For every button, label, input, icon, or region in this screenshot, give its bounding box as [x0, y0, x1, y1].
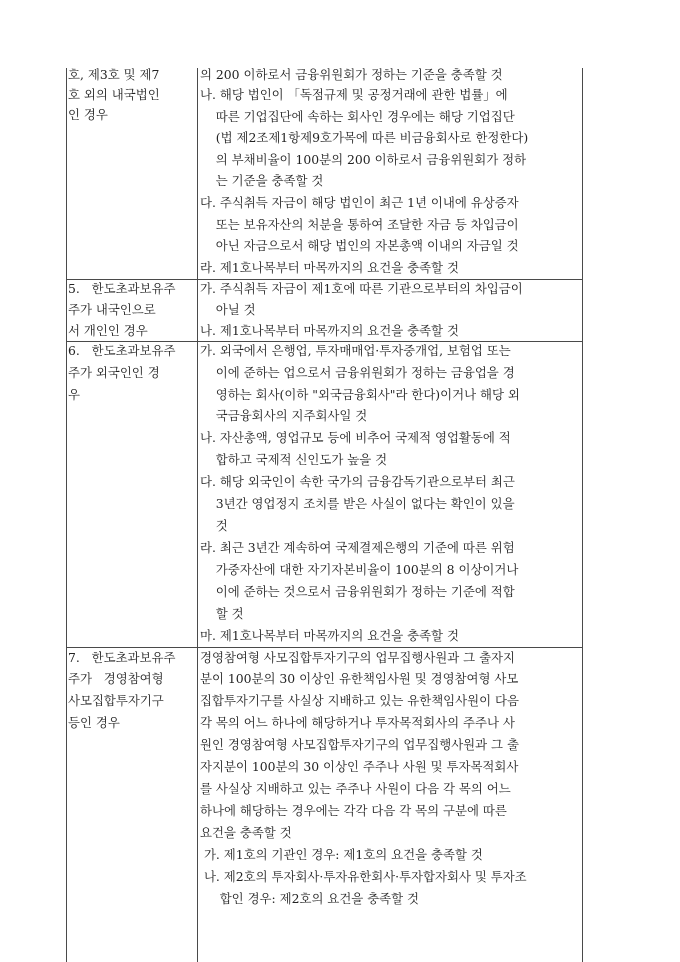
- requirement-line: 자지분이 100분의 30 이상인 주주나 사원 및 투자목적회사: [200, 759, 519, 774]
- requirement-line: 라. 최근 3년간 계속하여 국제결제은행의 기준에 따른 위험: [200, 540, 515, 555]
- requirement-line: 아닌 자금으로서 해당 법인의 자본총액 이내의 자금일 것: [200, 238, 519, 253]
- requirement-line: 영하는 회사(이하 "외국금융회사"라 한다)이거나 해당 외: [200, 387, 520, 402]
- requirement-line: 또는 보유자산의 처분을 통하여 조달한 자금 등 차입금이: [200, 217, 519, 232]
- row-category-line: 주가 경영참여형: [68, 671, 164, 686]
- row-category-line: 7. 한도초과보유주: [68, 650, 176, 665]
- requirement-line: 경영참여형 사모집합투자기구의 업무집행사원과 그 출자지: [200, 650, 515, 665]
- requirement-line: 는 기준을 충족할 것: [200, 173, 324, 188]
- requirement-line: 가. 외국에서 은행업, 투자매매업·투자중개업, 보험업 또는: [200, 343, 511, 358]
- row-category-line: 주가 외국인인 경: [68, 365, 160, 380]
- requirement-line: 것: [200, 518, 228, 533]
- requirement-line: 다. 주식취득 자금이 해당 법인이 최근 1년 이내에 유상증자: [200, 195, 519, 210]
- requirement-line: 아닐 것: [200, 302, 256, 317]
- requirement-line: 라. 제1호나목부터 마목까지의 요건을 충족할 것: [200, 260, 459, 275]
- requirement-line: 다. 해당 외국인이 속한 국가의 금융감독기관으로부터 최근: [200, 474, 515, 489]
- requirement-line: 나. 해당 법인이 「독점규제 및 공정거래에 관한 법률」에: [200, 87, 508, 102]
- requirement-line: 3년간 영업정지 조치를 받은 사실이 없다는 확인이 있을: [200, 496, 515, 511]
- row-category-line: 호 외의 내국법인: [68, 87, 160, 102]
- row-category-line: 서 개인인 경우: [68, 323, 148, 338]
- requirement-line: 집합투자기구를 사실상 지배하고 있는 유한책임사원이 다음: [200, 693, 519, 708]
- requirement-line: 가. 제1호의 기관인 경우: 제1호의 요건을 충족할 것: [200, 847, 483, 862]
- row-category-line: 6. 한도초과보유주: [68, 343, 176, 358]
- requirement-line: 의 부채비율이 100분의 200 이하로서 금융위원회가 정하: [200, 152, 527, 167]
- row-divider: [66, 647, 583, 648]
- requirement-line: 이에 준하는 업으로서 금융위원회가 정하는 금융업을 경: [200, 365, 515, 380]
- requirement-line: (법 제2조제1항제9호가목에 따른 비금융회사로 한정한다): [200, 130, 529, 145]
- requirement-line: 요건을 충족할 것: [200, 825, 292, 840]
- row-category-line: 인 경우: [68, 107, 108, 122]
- requirement-line: 합하고 국제적 신인도가 높을 것: [200, 452, 388, 467]
- requirement-line: 국금융회사의 지주회사일 것: [200, 408, 368, 423]
- row-category-line: 주가 내국인으로: [68, 302, 156, 317]
- table-left-border: [66, 68, 67, 962]
- requirement-line: 마. 제1호나목부터 마목까지의 요건을 충족할 것: [200, 628, 459, 643]
- requirement-line: 의 200 이하로서 금융위원회가 정하는 기준을 충족할 것: [200, 67, 503, 82]
- requirement-line: 나. 자산총액, 영업규모 등에 비추어 국제적 영업활동에 적: [200, 430, 511, 445]
- row-category-line: 사모집합투자기구: [68, 693, 164, 708]
- requirement-line: 각 목의 어느 하나에 해당하거나 투자목적회사의 주주나 사: [200, 715, 515, 730]
- requirement-line: 원인 경영참여형 사모집합투자기구의 업무집행사원과 그 출: [200, 737, 519, 752]
- requirement-line: 나. 제2호의 투자회사·투자유한회사·투자합자회사 및 투자조: [200, 869, 527, 884]
- requirement-line: 가. 주식취득 자금이 제1호에 따른 기관으로부터의 차입금이: [200, 281, 523, 296]
- requirement-line: 나. 제1호나목부터 마목까지의 요건을 충족할 것: [200, 323, 459, 338]
- regulation-table: [66, 68, 583, 962]
- row-category-line: 등인 경우: [68, 715, 120, 730]
- requirement-line: 합인 경우: 제2호의 요건을 충족할 것: [200, 891, 420, 906]
- requirement-line: 하나에 해당하는 경우에는 각각 다음 각 목의 구분에 따른: [200, 803, 507, 818]
- requirement-line: 를 사실상 지배하고 있는 주주나 사원이 다음 각 목의 어느: [200, 781, 511, 796]
- row-category-line: 5. 한도초과보유주: [68, 281, 176, 296]
- requirement-line: 가중자산에 대한 자기자본비율이 100분의 8 이상이거나: [200, 562, 519, 577]
- row-category-line: 우: [68, 387, 80, 402]
- table-right-border: [582, 68, 583, 962]
- requirement-line: 이에 준하는 것으로서 금융위원회가 정하는 기준에 적합: [200, 584, 515, 599]
- requirement-line: 따른 기업집단에 속하는 회사인 경우에는 해당 기업집단: [200, 109, 515, 124]
- column-divider: [197, 68, 198, 962]
- row-category-line: 호, 제3호 및 제7: [68, 67, 160, 82]
- requirement-line: 분이 100분의 30 이상인 유한책임사원 및 경영참여형 사모: [200, 671, 519, 686]
- requirement-line: 할 것: [200, 606, 244, 621]
